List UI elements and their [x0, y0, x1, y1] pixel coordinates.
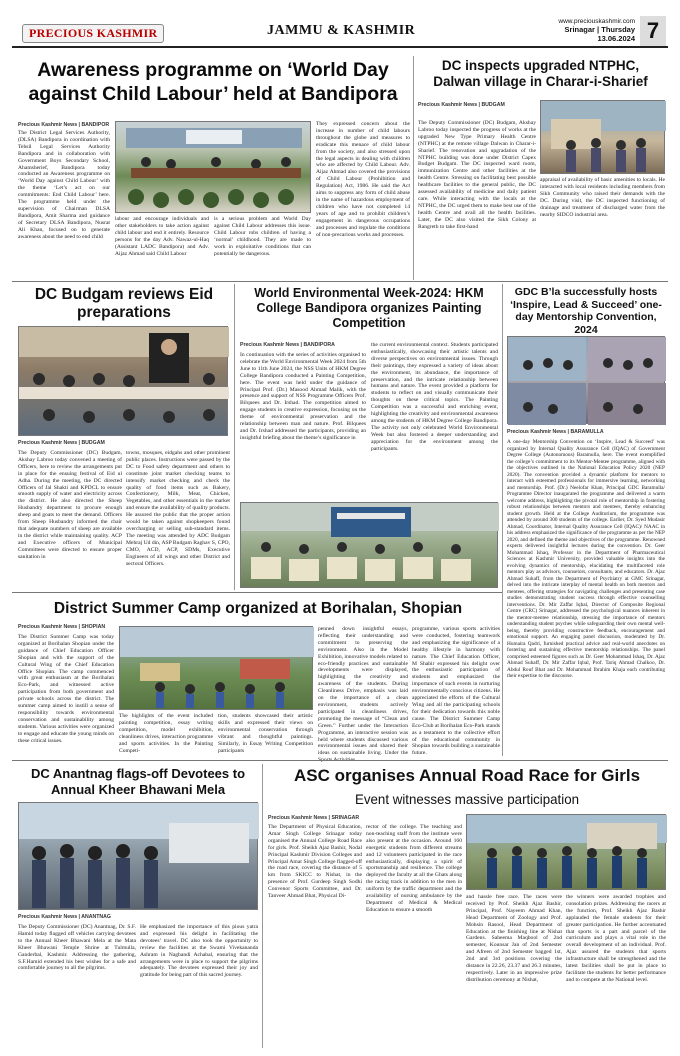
place-day: Srinagar | Thursday [564, 25, 635, 34]
page-number: 7 [640, 16, 666, 46]
section-divider [12, 281, 668, 282]
article-column: The Deputy Commissioner (DC) Anantnag, Dr. S.F. Hamid today flagged off vehicles carrying devotees to the Annual Kheer Bhawani Mela at the Mata Kheer Bhawani Temple Shrine at Tulmulla, Ganderbal, Kashmir. Addressing the gathering, S.F.Hamid extended his best wishes for a safe and comfortable journey to all the pilgrims. [18, 924, 136, 972]
photo-road-race [466, 814, 666, 890]
photo-mentorship-convention [507, 336, 665, 424]
photo-image [19, 803, 259, 911]
byline: Precious Kashmir News | SRINAGAR [268, 815, 360, 821]
issue-date: 13.06.2024 [597, 34, 635, 43]
byline: Precious Kashmir News | BUDGAM [18, 440, 105, 446]
section-label-center: JAMMU & KASHMIR [267, 23, 416, 38]
section-divider [12, 592, 502, 593]
byline: Precious Kashmir News | SHOPIAN [18, 624, 106, 630]
edition-info [540, 18, 635, 44]
article-column: penned down insightful essays, reflecting their understanding and commitment to preserving the environment. Also in the Model Exhibition, innovative models related to eco-friendly practices and sustainable developments were displayed, highlighting the creativity and awareness of the students. During Cleanliness Drive, emphasis was laid on the importance of a clean environment, students actively participated in cleanliness drives, promoting the message of “Clean and Green.” Further under the Interaction Programme, an interactive session was held where students discussed various environmental issues and shared their ideas on sustainable living. Under the [318, 626, 408, 757]
article-column: They expressed concern about the increase in number of child labours throughout the globe and measures to eradicate this menace of child labour from the society, and also stressed upon the legal aspects in dealing with children who are affected by Child Labour. Adv. Aijaz Ahmad also covered the provisions of Child Labour (Prohibition and Regulation) Act, 1986. He said the Act aims to suppress any form of child abuse in the name of hazardous employment of children who have not completed 14 years of age and to prohibit children’s engagement in dangerous occupations and processes and regulate the conditions of non-precarious works and processes. [316, 121, 410, 238]
photo-image [19, 327, 229, 437]
article-column: A one-day Mentorship Convention on ‘Inspire, Lead & Succeed’ was organized by Internal Quality Assurance Cell (IQAC) of Government Degree College (Autonomous) Baramulla, here. The event exemplified the college’s commitment to its Mentor-Mentee programme, aligned with the objectives outlined in the National Education Policy 2020 (NEP 2020). The convention provided a dynamic platform for mentors to interact with esteemed professionals for immersive learning, networking and mentorship. Prof. (Dr.) Neelofar Khan, Principal GDC Baramulla/ Programme Director inaugurated the programme and delivered a warm welcome address, highlighting the pivotal role of mentorship in fostering robust relationships between mentors and mentees, thereby enhancing student growth. Held at the College Auditorium, the programme was attended by around 300 students of the college. Earlier, Dr. Syed Mudasir Ahmad, Coordinator, Internal Quality Assurance Cell (IQAC)/ NAAC in his address emphasized the significance of the programme as per the NEP 2020, and defined the theme and objectives of the programme. Renowned experts delivered insightful lectures during the convention. Dr. Geer Mohammad Ishaq, Professor in the Department of Pharmaceutical Sciences at Kashmir University, provided valuable insights into the evolving dynamics of mentorship, elucidating the multifaceted role mentors play as advisors, counselors, consultants, and educators. Dr. Ajaz Ahmad Suhaff, from the Department of Psychiatry at GMC Srinagar, delved into the intricate interplay of mental health on both mentors and mentees, offering strategies for navigating challenges and presenting case studies demonstrating student success through effective counselling interventions. Dr. Mir Zaffar Iqbal, Director of Composite Regional Centre (CRC) Srinagar, addressed the psychological nuances inherent in the mentor-mentee relationship, stressing the importance of mentors understanding student psyches while safeguarding their own mental well-being, thereby providing constructive feedback, encouragement and emotional support. An engaging panel discussion, moderated by Dr. Humaira Qadri, furnished practical advice and real-world anecdotes on fostering and sustaining effective mentorship relationships. The panel comprised esteemed figures such as Dr. Geer Mohammad Ishaq, Dr. Ajaz Ahmad Suhaff, Dr. Mir Zaffar Iqbal, Prof. Tariq Ahmad Chalkoo, Dr. Abdul Rouf Bhat and Dr. Mohammad Ibrahim Khaja each contributing their expertise to the discourse. [507, 439, 665, 679]
section-divider [12, 760, 668, 761]
article-column: The Department of Physical Education, Amar Singh College Srinagar today organised the Annual College Road Race for girls. Prof. Sheikh Ajaz Bashir, Nodal Principal Kashmir Division Colleges and Principal Amar Singh College flagged-off the road race, covering the distance of 5 km from SKICC to Nishat, in the presence of Prof. Gurdeep Singh Sodhi Convenor Sports Committee, and Dr. Tanveer Ahmad Bhat, Physical Di- [268, 824, 362, 900]
article-column: The Deputy Commissioner (DC) Budgam, Akshay Labroo today inspected the progress of works at the upgraded New Type Primary Health Centre (NTPHC) at the remote village Dalwan in Charar-i-Sharief. The renovation and upgradation of the NTPHC building was done under District Capex Budget Budgam. The DC inspected ward room, immunization Centre and other facilities at the health Centre. Stressing on facilitating best possible healthcare facilities to the general public, the DC assessed availability of medicine and daily patient care. While interacting with the locals at the NTPHC, the DC urged them to make best use of the health Centre and avail all the health facilities. Later, the DC also visited the Sikh Colony at Rangreth to take first-hand [418, 120, 536, 230]
article-column: The highlights of the event included painting competition, essay writing competition, model exhibition, cleanliness drives, interaction programme and sports activities. In the Painting Competi- [119, 713, 213, 754]
article-column: The District Summer Camp was today organized at Borihalan Shopian under the guidance of Chief Education Officer Shopian and with the support of the Cultural Wing of the Chief Education Office Shopian. The camp commenced with great enthusiasm at the Borihalan Eco-Park, and witnessed active participation from both government and private schools across the district. The summer camp aimed to instill a sense of responsibility towards environmental conservation and sustainability among students. Various activities were organized to engage and educate the young minds on these critical issues. [18, 634, 114, 744]
photo-kheer-bhawani [18, 802, 258, 910]
article-column: The District Legal Services Authority, (DLSA) Bandipora in coordination with Tehsil Legal Services Authority Bandipora and in collaboration with Government Boys Secondary School, Ahamsherief, Bandipora today conducted an Awareness programme on ‘World Day against Child Labour’ with the theme ‘Let’s act on our commitments: End Child Labour’ here. The programme held under the supervision of Chairman DLSA Bandipora, Amit Sharma and guidance of Secretary DLSA Bandipora, Nusrat Ali Khan, focused on to generate awareness about the need to end child [18, 130, 110, 240]
article-column: and hassle free race. The races were received by Prof. Sheikh Ajaz Bashir, Principal, Prof. Nayeem Ahmad Khan, Head Department of Zoology and Prof. Mohsin Rasool, Head Department of Education at the finishing line at Nishat Gardens. Saheema Maqbool of 2nd semester, Kounsar Jan of 2nd Semester and Afreen of 2nd Semester bagged 1st, 2nd and 3rd positions covering the distance in 22.26, 23.37 and 26.3 minutes, respectively. Later in an impressive prize distribution ceremony at Nishat, [466, 894, 562, 983]
column-divider [502, 284, 503, 756]
article-column: In continuation with the series of activities organised to celebrate the World Environmental Week 2024 from 5th June to 11th June 2024, the NSS Units of HKM Degree College Bandipora conducted a Painting Competition, here. The event was held under the guidance of Principal Prof. (Dr.) Masood Ahmad Malik, with the presence and support of NSS Programme Officers Prof. Bilquees and Dr. Irshad. The competition aimed to engage students in creative expression, focusing on the theme of environmental preservation and the relationship between man and nature. Prof. Bilquees and Dr. Irshad addressed the participants, providing an insightful briefing about the theme’s significance in [240, 352, 366, 441]
photo-image [467, 815, 667, 891]
byline: Precious Kashmir News | BARAMULLA [507, 429, 604, 435]
section-label-left: PRECIOUS KASHMIR [22, 24, 164, 43]
headline-kheer-bhawani: DC Anantnag flags-off Devotees to Annual Kheer Bhawani Mela [30, 766, 246, 797]
article-column: He emphasized the importance of this pious yatra and expressed his delight in facilitating the devotees’ travel. DC also took the opportunity to review the facilities at the Swami Vivekananda Ashram in Nagbandi Achabal, ensuring that the arrangements were in place to support the pilgrims adequately. The devotees expressed their joy and gratitude for being part of this sacred journey. [140, 924, 258, 979]
subheadline-road-race: Event witnesses massive participation [355, 791, 579, 807]
photo-image [116, 122, 312, 214]
article-column: the current environmental context. Students participated enthusiastically, showcasing their artistic talents and diverse perspectives on environmental issues. Through their paintings, they expressed a variety of ideas about the environment, its abundance, the importance of preservation, and the intricate relationship between humans and nature. The event provided a platform for students to reflect on and visually communicate their thoughts on these critical topics. The Painting Competition was a successful and enriching event, highlighting the creativity and environmental awareness among the students of HKM Degree College Bandipora. The activity not only celebrated World Environmental Week but also fostered a deeper understanding and appreciation for the environment among the participants. [371, 342, 498, 452]
byline: Precious Kashmir News | BANDIPORA [240, 342, 335, 348]
article-column: The Deputy Commissioner (DC) Budgam, Akshay Labroo today convened a meeting of Officers, here to review the arrangements put in place for the ensuing festival of Eid ul Adha. During the meeting, the DC directed Officers of Jal Shakti and KPDCL to ensure smooth supply of water and electricity across the district. He also directed the Sheep Husbandry department to procure enough sheep and goats to meet the demand. Officers from Sheep Husbandry informed the chair that adequate numbers of sheep are available in the district while maintaining quality. ACP and Executive officers of Municipal Committees were directed to ensure proper sanitation in [18, 450, 122, 560]
headline-painting-competition: World Environmental Week-2024: HKM College Bandipora organizes Painting Competition [254, 286, 484, 330]
headline-summer-camp: District Summer Camp organized at Borihalan, Shopian [53, 600, 463, 617]
photo-summer-camp [119, 626, 313, 710]
photo-painting-competition [240, 502, 498, 588]
article-column: appraisal of availability of basic amenities to locals. He interacted with local residents including members from Sikh Community who raised their demands with the DC. During visit, the DC inspected functioning of drainage and treatment of discharged water from the nearby SIDCO industrial area. [540, 177, 665, 218]
article-column: tion, students showcased their artistic skills and expressed their views on environmental conservation through vibrant and thoughtful paintings. Similarly, in Essay Writing Competition participants [218, 713, 313, 754]
article-column: the winners were awarded trophies and consolation prizes. Addressing the racers at the function, Prof. Sheikh Ajaz Bashir applauded the female students for their greater participation. He further accentuated that sports is a part and parcel of the curriculum and plays a vital role in the overall development of an individual. Prof. Ajaz assured the students that sports infrastructure shall be strengthened and the latest facilities shall be put in place to facilitate the students for better performance and to compete at the National level. [566, 894, 666, 983]
photo-image [241, 503, 499, 589]
column-divider [262, 764, 263, 1048]
column-divider [413, 56, 414, 280]
website-url[interactable]: www.preciouskashmir.com [558, 18, 635, 25]
photo-eid-meeting [18, 326, 228, 436]
headline-mentorship-convention: GDC B’la successfully hosts ‘Inspire, Lead & Succeed’ one-day Mentorship Convention, 2024 [510, 286, 662, 336]
article-column: labour and encourage individuals and other stakeholders to take action against child labour and end it entirely. Resource persons for the day Adv. Nawaz-ul-Haq (Assistant LADC Bandipora) and Adv. Aijaz Ahmad said Child Labour [115, 216, 209, 257]
photo-image [541, 101, 666, 175]
article-column: towns, mosques, eidgahs and other prominent public places. Instructions were passed by the DC to Food safety department and others to constitute joint market checking teams to intensify market checking and check the quality of food items such as Bakery, Confectionery, Milk, Meat, Chicken, Vegetables, and other essentials in the market and ensure the availability of quality products. He assured the public that the proper action would be taken against shopkeepers found overcharging or selling sub-standard items. The meeting was attended by ADC Budgam Mehraj Ud din, ASP Budgam Raghav S, CPO, CMO, ACD, ACP, SDMs, Executive Engineers of all wings and other District and sectoral Officers. [126, 450, 230, 567]
byline: Precious Kashmir News | BUDGAM [418, 102, 505, 108]
masthead [12, 14, 668, 48]
headline-eid-review: DC Budgam reviews Eid preparations [34, 286, 214, 321]
photo-image [120, 627, 314, 711]
headline-child-labour: Awareness programme on ‘World Day against Child Labour’ held at Bandipora [28, 59, 398, 105]
byline: Precious Kashmir News | ANANTNAG [18, 914, 111, 920]
photo-image [508, 337, 666, 425]
headline-ntphc: DC inspects upgraded NTPHC, Dalwan village in Charar-i-Sharief [433, 58, 648, 89]
article-column: rector of the college. The teaching and non-teaching staff from the institute were also present at the occasion. Around 160 energetic students from different streams and 12 volunteers participated in the race enthusiastically, displaying a spirit of sportsmanship and resilience. The college deployed the faculty at all the Ghats along the racing track in addition to the men in uniform by the traffic department and the availability of nursing ambulance by the Department of Medical & Medical Education to ensure a smooth [366, 824, 462, 913]
article-column: programme, various sports activities were conducted, fostering teamwork and emphasizing the significance of a healthy lifestyle in harmony with nature. The Chief Education Officer, M Shabir expressed his delight over the enthusiastic participation of students and emphasized the importance of such events in nurturing environmentally conscious citizens. He appreciated the efforts of the Cultural Wing and all the participating schools for their dedication towards this noble cause. The District Summer Camp Eco-Club at Borihalan Eco-Park stands as a testament to the collective effort of the educational community in Shopian towards building a sustainable future. [412, 626, 500, 757]
column-divider [234, 284, 235, 590]
photo-awareness-programme [115, 121, 311, 213]
photo-dc-inspection [540, 100, 665, 174]
headline-road-race: ASC organises Annual Road Race for Girls [293, 766, 641, 785]
byline: Precious Kashmir News | BANDIPOR [18, 122, 110, 128]
article-column: is a serious problem and World Day against Child Labour addresses this issue. Child Labour robs children of having a ‘normal’ childhood. They are made to work in exploitative conditions that can potentially be dangerous. [214, 216, 311, 257]
